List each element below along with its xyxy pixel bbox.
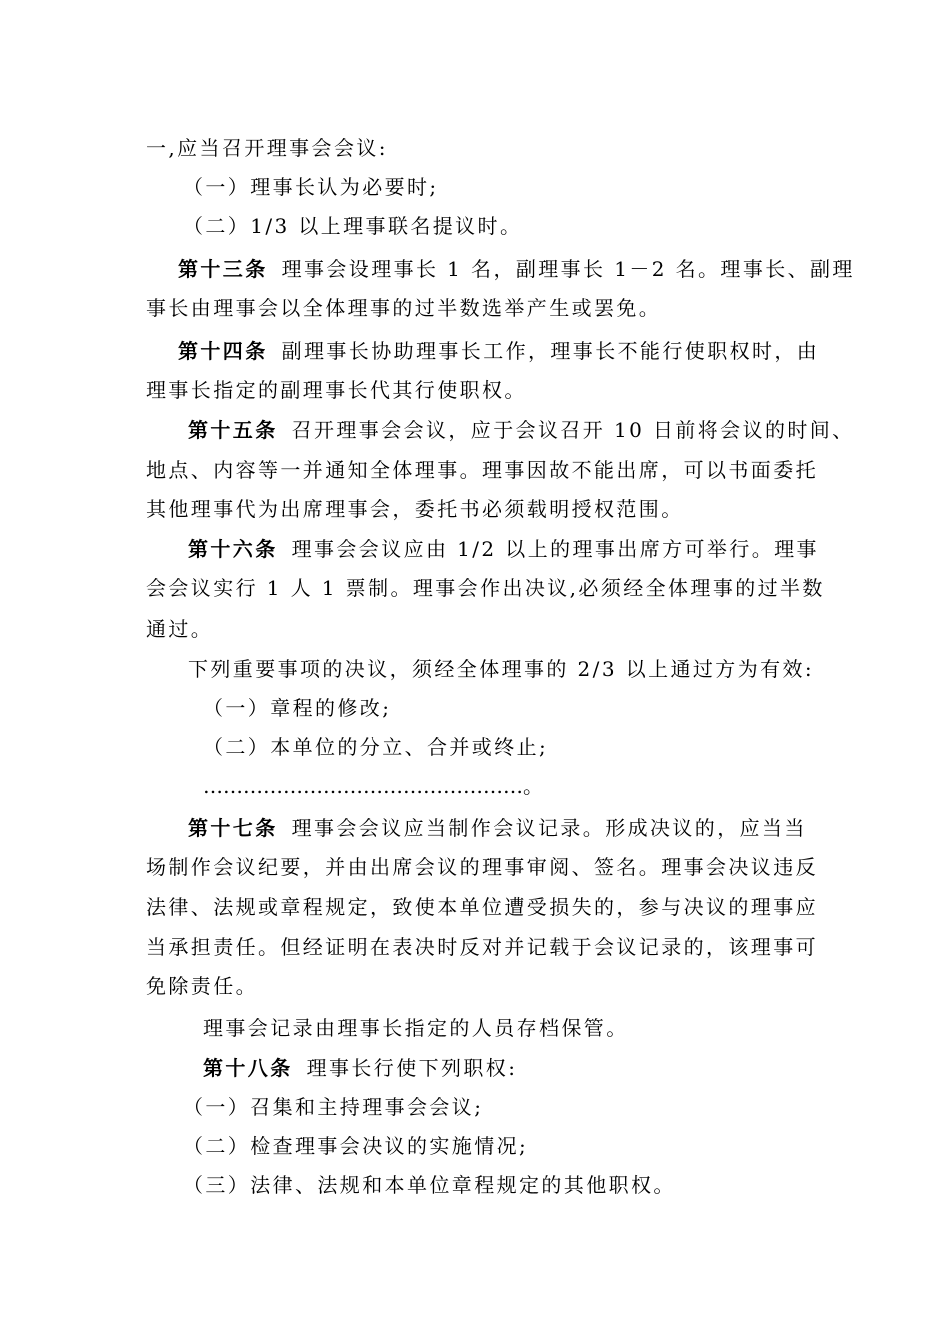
article-text: 副理事长协助理事长工作，理事长不能行使职权时，由 [281, 339, 820, 363]
text-line: 下列重要事项的决议，须经全体理事的 2/3 以上通过方为有效: [188, 657, 815, 681]
text-line: 场制作会议纪要，并由出席会议的理事审阅、签名。理事会决议违反 [146, 855, 818, 879]
text-line: 地点、内容等一并通知全体理事。理事因故不能出席，可以书面委托 [146, 458, 818, 482]
article-heading: 第十七条 [188, 816, 278, 840]
text-line: 免除责任。 [146, 974, 258, 998]
list-item: （一）召集和主持理事会会议; [183, 1095, 484, 1119]
article-14 [178, 339, 819, 363]
text-line: 法律、法规或章程规定，致使本单位遭受损失的，参与决议的理事应 [146, 895, 818, 919]
article-text: 理事会会议应由 1/2 以上的理事出席方可举行。理事 [291, 537, 819, 561]
article-text: 理事长行使下列职权: [306, 1056, 518, 1080]
article-text: 理事会会议应当制作会议记录。形成决议的，应当当 [291, 816, 807, 840]
list-item: （二）检查理事会决议的实施情况; [183, 1134, 529, 1158]
text-line: 理事长指定的副理事长代其行使职权。 [146, 378, 527, 402]
article-13 [178, 257, 855, 281]
text-line: 其他理事代为出席理事会，委托书必须载明授权范围。 [146, 497, 684, 521]
article-18 [203, 1056, 517, 1080]
article-16 [188, 537, 819, 561]
article-17 [188, 816, 807, 840]
text-line: 会会议实行 1 人 1 票制。理事会作出决议,必须经全体理事的过半数 [146, 576, 825, 600]
article-heading: 第十五条 [188, 418, 278, 442]
list-item: （二）1/3 以上理事联名提议时。 [183, 214, 523, 238]
article-heading: 第十四条 [178, 339, 268, 363]
text-line: 当承担责任。但经证明在表决时反对并记载于会议记录的，该理事可 [146, 935, 818, 959]
article-heading: 第十三条 [178, 257, 268, 281]
list-item: （三）法律、法规和本单位章程规定的其他职权。 [183, 1173, 676, 1197]
text-line: 理事会记录由理事长指定的人员存档保管。 [203, 1016, 629, 1040]
article-heading: 第十八条 [203, 1056, 293, 1080]
article-text: 召开理事会会议，应于会议召开 10 日前将会议的时间、 [291, 418, 855, 442]
text-line: 通过。 [146, 617, 214, 641]
text-line: 一,应当召开理事会会议: [146, 136, 388, 160]
ellipsis-line: …………………………………………。 [203, 774, 543, 798]
article-text: 理事会设理事长 1 名，副理事长 1－2 名。理事长、副理 [281, 257, 855, 281]
article-15 [188, 418, 855, 442]
list-item: （二）本单位的分立、合并或终止; [203, 735, 549, 759]
text-line: 事长由理事会以全体理事的过半数选举产生或罢免。 [146, 296, 662, 320]
list-item: （一）章程的修改; [203, 696, 392, 720]
article-heading: 第十六条 [188, 537, 278, 561]
list-item: （一）理事长认为必要时; [183, 175, 439, 199]
